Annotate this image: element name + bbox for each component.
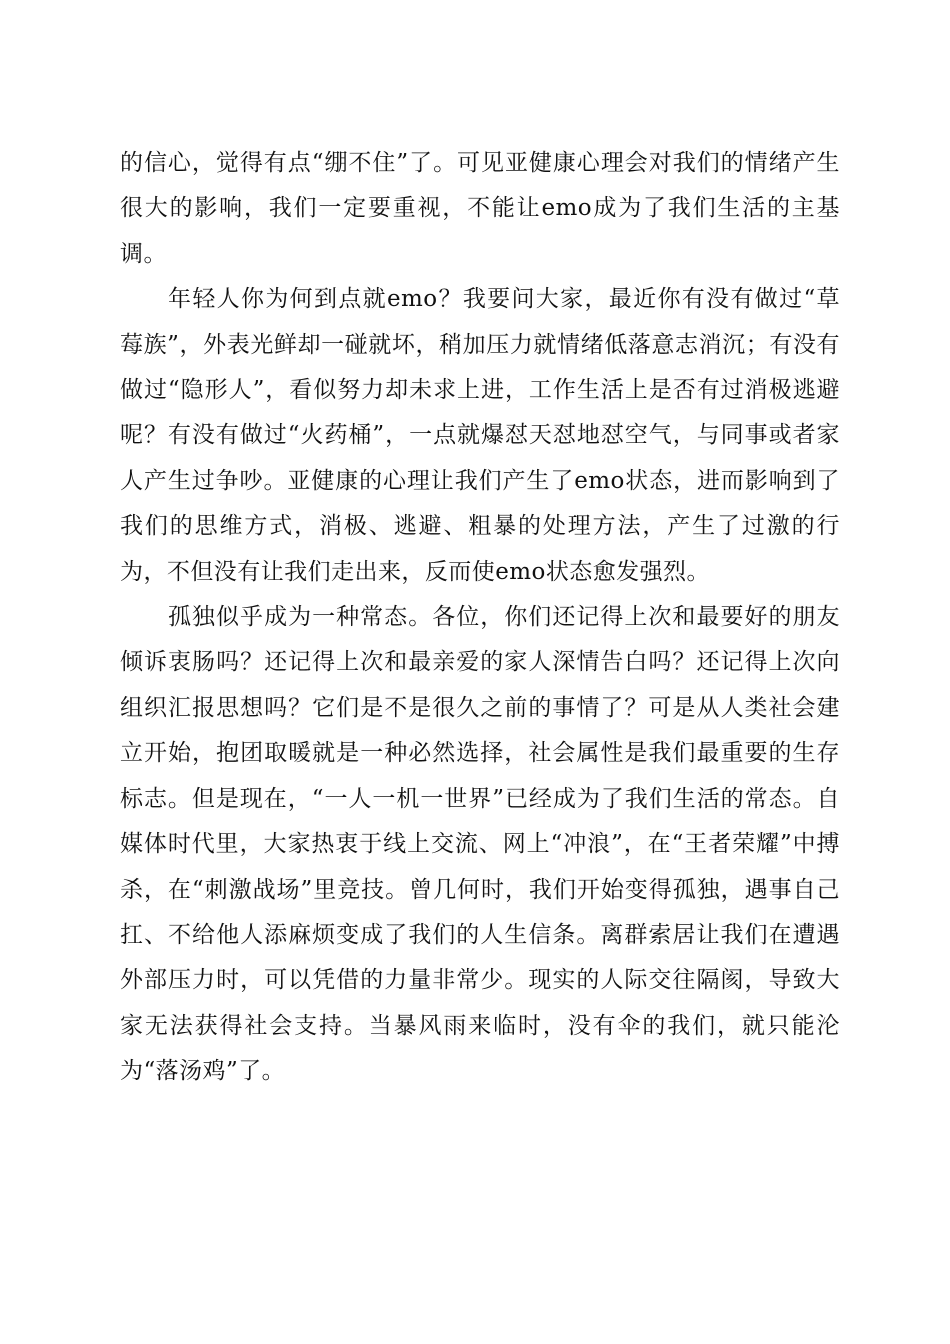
paragraph-emo-questions: 年轻人你为何到点就emo？我要问大家，最近你有没有做过“草莓族”，外表光鲜却一碰就坏，稍加压力就情绪低落意志消沉；有没有做过“隐形人”，看似努力却未求上进，工作生活上是否有过消极逃避呢？有没有做过“火药桶”，一点就爆怼天怼地怼空气，与同事或者家人产生过争吵。亚健康的心理让我们产生了emo状态，进而影响到了我们的思维方式，消极、逃避、粗暴的处理方法，产生了过激的行为，不但没有让我们走出来，反而使emo状态愈发强烈。: [120, 286, 840, 585]
document-body: [120, 141, 840, 1095]
paragraph-loneliness: 孤独似乎成为一种常态。各位，你们还记得上次和最要好的朋友倾诉衷肠吗？还记得上次和最亲爱的家人深情告白吗？还记得上次向组织汇报思想吗？它们是不是很久之前的事情了？可是从人类社会建立开始，抱团取暖就是一种必然选择，社会属性是我们最重要的生存标志。但是现在，“一人一机一世界”已经成为了我们生活的常态。自媒体时代里，大家热衷于线上交流、网上“冲浪”，在“王者荣耀”中搏杀，在“刺激战场”里竞技。曾几何时，我们开始变得孤独，遇事自己扛、不给他人添麻烦变成了我们的人生信条。离群索居让我们在遭遇外部压力时，可以凭借的力量非常少。现实的人际交往隔阂，导致大家无法获得社会支持。当暴风雨来临时，没有伞的我们，就只能沦为“落汤鸡”了。: [120, 604, 840, 1085]
paragraph-continuation: 的信心，觉得有点“绷不住”了。可见亚健康心理会对我们的情绪产生很大的影响，我们一定要重视，不能让emo成为了我们生活的主基调。: [120, 150, 840, 267]
